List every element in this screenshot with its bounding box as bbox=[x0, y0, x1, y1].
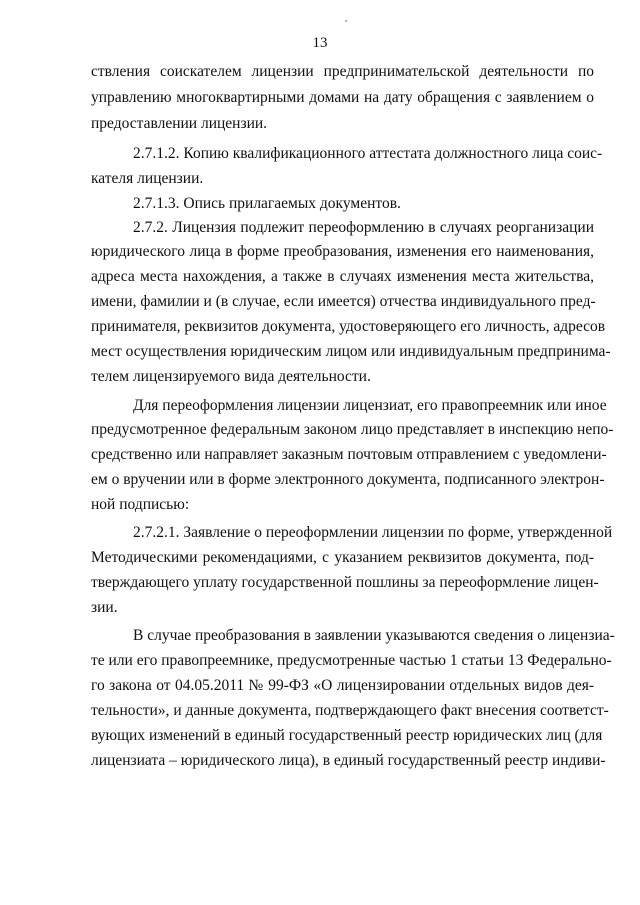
text-line: 2.7.1.3. Опись прилагаемых документов. bbox=[133, 195, 401, 212]
text-line: принимателя, реквизитов документа, удостоверяющего его личность, адресов bbox=[91, 318, 606, 335]
text-line: Для переоформления лицензии лицензиат, его правопреемник или иное bbox=[133, 397, 607, 414]
text-line: средственно или направляет заказным почтовым отправлением с уведомлени- bbox=[91, 446, 607, 463]
text-line: Методическими рекомендациями, с указанием реквизитов документа, под- bbox=[91, 549, 594, 566]
text-line: те или его правопреемнике, предусмотренные частью 1 статьи 13 Федерально- bbox=[91, 652, 612, 669]
text-line: го закона от 04.05.2011 № 99-ФЗ «О лицензировании отдельных видов дея- bbox=[91, 677, 594, 694]
text-line: ствления соискателем лицензии предпринимательской деятельности по bbox=[91, 63, 594, 80]
text-line: предоставлении лицензии. bbox=[91, 115, 268, 132]
text-line: лицензиата – юридического лица), в единый государственный реестр индиви- bbox=[91, 752, 606, 769]
text-line: 2.7.1.2. Копию квалификационного аттестата должностного лица соис- bbox=[133, 145, 603, 162]
scan-speck bbox=[345, 20, 347, 22]
text-line: телем лицензируемого вида деятельности. bbox=[91, 368, 371, 385]
text-line: юридического лица в форме преобразования, изменения его наименования, bbox=[91, 243, 594, 260]
text-line: тельности», и данные документа, подтверждающего факт внесения соответст- bbox=[91, 702, 609, 719]
text-line: зии. bbox=[91, 599, 118, 616]
text-line: адреса места нахождения, а также в случаях изменения места жительства, bbox=[91, 268, 594, 285]
text-line: В случае преобразования в заявлении указываются сведения о лицензиа- bbox=[133, 627, 615, 644]
text-line: кателя лицензии. bbox=[91, 170, 204, 187]
text-line: ной подписью: bbox=[91, 496, 190, 513]
text-line: 2.7.2. Лицензия подлежит переоформлению в случаях реорганизации bbox=[133, 219, 594, 236]
text-line: 2.7.2.1. Заявление о переоформлении лицензии по форме, утвержденной bbox=[133, 524, 613, 541]
text-line: ем о вручении или в форме электронного документа, подписанного электрон- bbox=[91, 471, 605, 488]
text-line: тверждающего уплату государственной пошлины за переоформление лицен- bbox=[91, 574, 599, 591]
text-line: вующих изменений в единый государственный реестр юридических лиц (для bbox=[91, 727, 603, 744]
text-line: управлению многоквартирными домами на дату обращения с заявлением о bbox=[91, 89, 594, 106]
text-line: предусмотренное федеральным законом лицо представляет в инспекцию непо- bbox=[91, 421, 614, 438]
text-line: имени, фамилии и (в случае, если имеется) отчества индивидуального пред- bbox=[91, 293, 596, 310]
text-line: мест осуществления юридическим лицом или индивидуальным предпринима- bbox=[91, 343, 611, 360]
page-number: 13 bbox=[312, 35, 328, 51]
